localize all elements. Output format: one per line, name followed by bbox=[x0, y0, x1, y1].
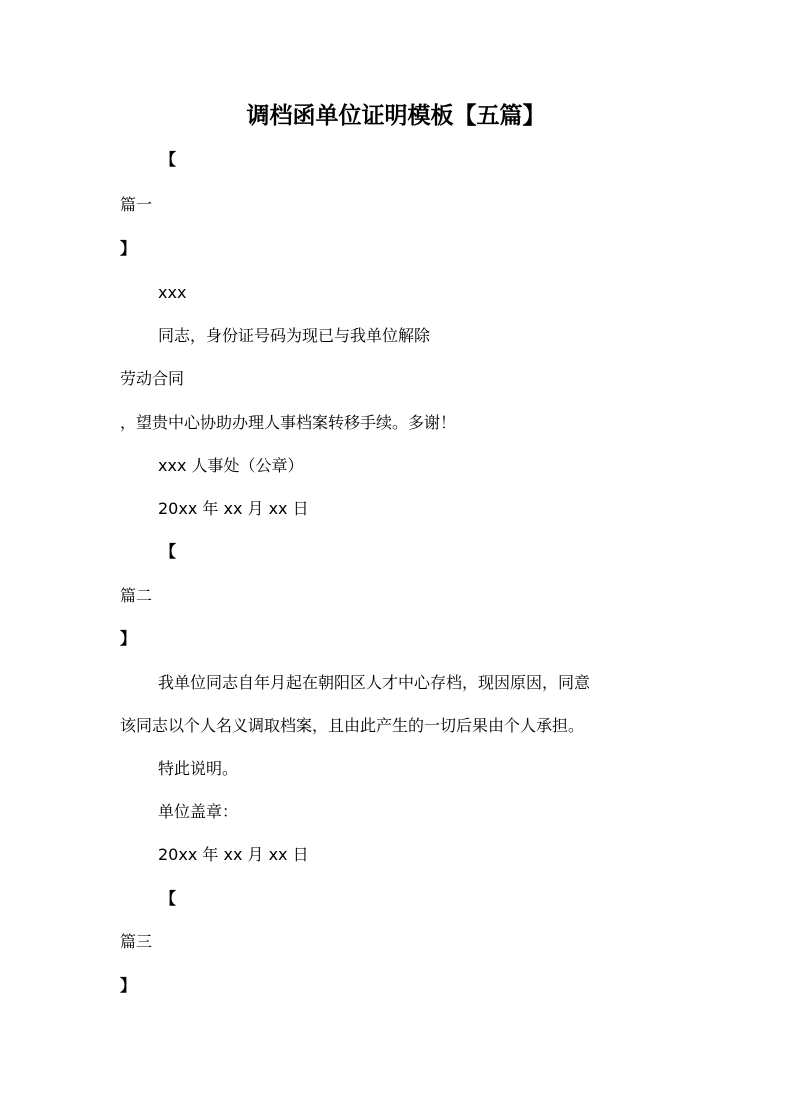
section3-bracket-open: 【 bbox=[160, 889, 177, 908]
section1-bracket-close: 】 bbox=[120, 239, 137, 258]
section2-seal: 单位盖章： bbox=[158, 802, 239, 821]
section2-note: 特此说明。 bbox=[158, 759, 239, 778]
section2-heading: 篇二 bbox=[120, 586, 153, 605]
section1-bracket-open: 【 bbox=[160, 150, 177, 169]
section2-bracket-open: 【 bbox=[160, 542, 177, 561]
section3-heading: 篇三 bbox=[120, 932, 153, 951]
document-title: 调档函单位证明模板【五篇】 bbox=[246, 103, 546, 129]
section1-name-placeholder: xxx bbox=[158, 283, 187, 302]
section3-bracket-close: 】 bbox=[120, 976, 137, 995]
section1-date: 20xx 年 xx 月 xx 日 bbox=[158, 499, 309, 518]
section2-line2: 该同志以个人名义调取档案，且由此产生的一切后果由个人承担。 bbox=[120, 716, 585, 735]
section1-line2: 劳动合同 bbox=[120, 369, 185, 388]
section2-date: 20xx 年 xx 月 xx 日 bbox=[158, 845, 309, 864]
section1-line1: 同志，身份证号码为现已与我单位解除 bbox=[158, 326, 431, 345]
section1-heading: 篇一 bbox=[120, 195, 153, 214]
section2-bracket-close: 】 bbox=[120, 629, 137, 648]
section1-line3: ，望贵中心协助办理人事档案转移手续。多谢！ bbox=[120, 413, 457, 432]
section2-line1: 我单位同志自年月起在朝阳区人才中心存档，现因原因，同意 bbox=[158, 673, 591, 692]
section1-issuer: xxx 人事处（公章） bbox=[158, 456, 304, 475]
